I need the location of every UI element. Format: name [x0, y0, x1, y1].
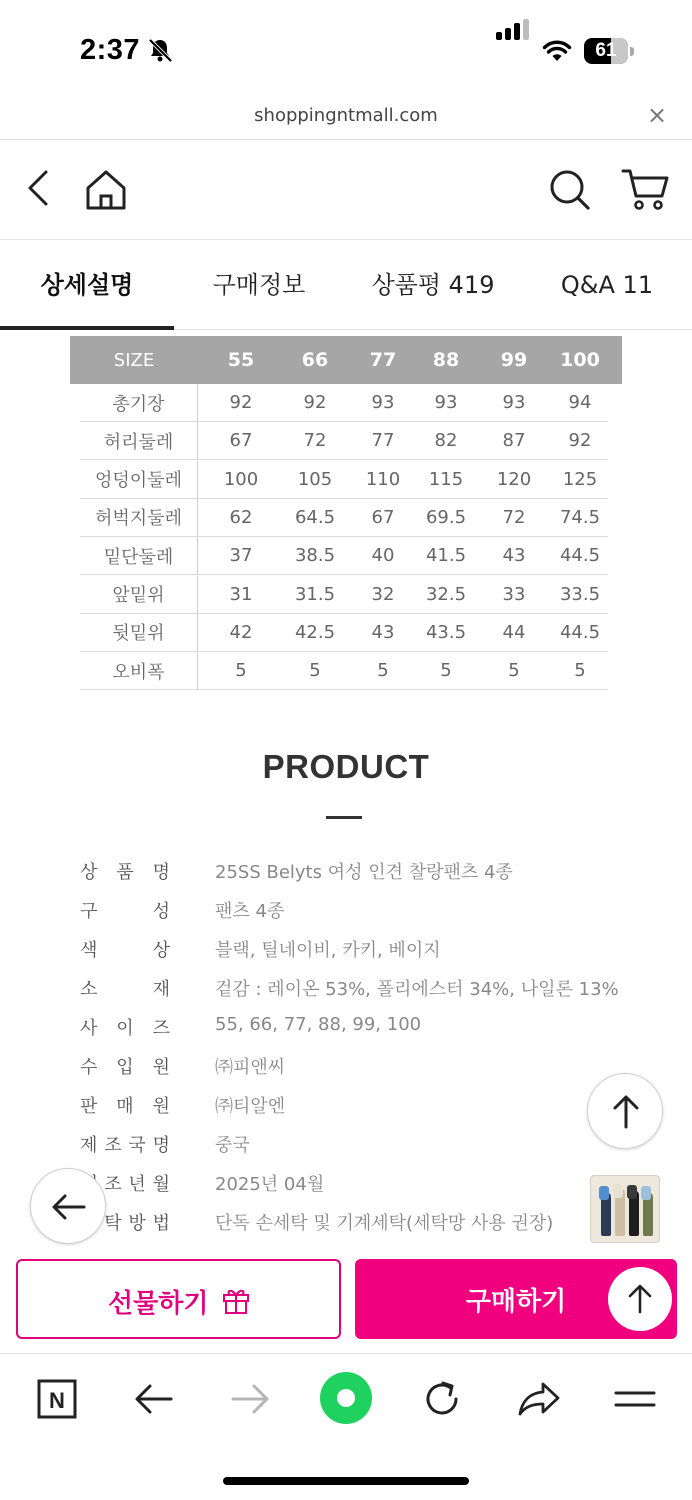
- size-value-cell: 42.5: [294, 621, 336, 643]
- spec-value: 블랙, 틸네이비, 카키, 베이지: [215, 940, 441, 961]
- size-value-cell: 100: [223, 468, 259, 490]
- refresh-icon[interactable]: [417, 1374, 467, 1424]
- size-table-row: [80, 652, 608, 690]
- size-value-cell: 64.5: [294, 506, 336, 528]
- size-value-cell: 5: [309, 660, 321, 682]
- product-spec-row: [80, 928, 640, 967]
- size-value-cell: 62: [229, 506, 253, 528]
- product-spec-row: [80, 850, 640, 889]
- site-header: [0, 140, 692, 240]
- size-row-label: 밑단둘레: [80, 537, 198, 574]
- close-icon[interactable]: ×: [646, 101, 668, 129]
- spec-value: 25SS Belyts 여성 인견 찰랑팬츠 4종: [215, 862, 513, 883]
- product-spec-row: [80, 1162, 640, 1201]
- green-dot-icon[interactable]: [318, 1370, 374, 1426]
- search-icon[interactable]: [548, 168, 592, 212]
- size-value-cell: 5: [377, 660, 389, 682]
- product-tabs: [0, 240, 692, 330]
- size-value-cell: 72: [303, 430, 327, 452]
- home-icon[interactable]: [84, 168, 128, 212]
- size-value-cell: 43.5: [425, 621, 467, 643]
- size-value-cell: 5: [440, 660, 452, 682]
- size-value-cell: 92: [229, 392, 253, 413]
- spec-key: 사 이 즈: [80, 1018, 170, 1039]
- spec-key: 탁 방 법: [104, 1213, 170, 1234]
- buy-button[interactable]: [355, 1259, 677, 1339]
- size-table-row: [80, 499, 608, 537]
- size-value-cell: 93: [502, 392, 526, 413]
- buy-button-label: 구매하기: [465, 1287, 567, 1317]
- tab-reviews[interactable]: 상품평 419: [371, 271, 495, 299]
- spec-key: 수 입 원: [80, 1057, 170, 1078]
- size-value-cell: 77: [371, 430, 395, 452]
- tab-detail[interactable]: 상세설명: [40, 271, 134, 299]
- share-icon[interactable]: [514, 1374, 564, 1424]
- menu-icon[interactable]: [610, 1374, 660, 1424]
- size-value-cell: 87: [502, 430, 526, 452]
- size-value-cell: 42: [229, 621, 253, 643]
- product-thumbnail[interactable]: [590, 1175, 660, 1243]
- spec-key: 색 상: [80, 940, 170, 961]
- spec-value: ㈜피앤씨: [215, 1057, 286, 1078]
- size-table-row: [80, 461, 608, 499]
- size-table-row: [80, 614, 608, 652]
- size-value-cell: 38.5: [294, 545, 336, 567]
- spec-value: 겉감 : 레이온 53%, 폴리에스터 34%, 나일론 13%: [215, 979, 619, 1000]
- status-bar: [0, 0, 692, 96]
- product-section-title: PRODUCT: [262, 748, 430, 785]
- spec-key: 소 재: [80, 979, 170, 1000]
- size-value-cell: 32: [371, 583, 395, 605]
- gift-button[interactable]: [16, 1259, 341, 1339]
- size-value-cell: 105: [297, 468, 333, 490]
- size-row-label: 앞밑위: [80, 576, 198, 613]
- size-value-cell: 32.5: [425, 583, 467, 605]
- size-row-label: 허벅지둘레: [80, 499, 198, 536]
- section-divider: [326, 816, 362, 819]
- size-row-label: 총기장: [80, 384, 198, 421]
- product-spec-row: [80, 1123, 640, 1162]
- spec-value: 단독 손세탁 및 기계세탁(세탁망 사용 권장): [215, 1213, 554, 1234]
- size-value-cell: 74.5: [559, 506, 601, 528]
- home-indicator: [223, 1477, 469, 1485]
- size-value-cell: 43: [371, 621, 395, 643]
- size-header-label: SIZE: [113, 349, 155, 371]
- url-text[interactable]: shoppingntmall.com: [254, 105, 438, 126]
- spec-key: 조 년 월: [104, 1174, 170, 1195]
- size-table-row: [80, 537, 608, 575]
- size-value-cell: 41.5: [425, 545, 467, 567]
- product-spec-row: [80, 967, 640, 1006]
- size-value-cell: 31.5: [294, 583, 336, 605]
- size-row-label: 엉덩이둘레: [80, 461, 198, 498]
- tab-purchase-info[interactable]: 구매정보: [212, 271, 306, 299]
- size-value-cell: 31: [229, 583, 253, 605]
- size-table-row: [80, 576, 608, 614]
- back-icon[interactable]: [24, 168, 54, 208]
- scroll-top-button[interactable]: [587, 1073, 663, 1149]
- size-value-cell: 125: [562, 468, 598, 490]
- size-value-cell: 82: [434, 430, 458, 452]
- svg-text:N: N: [49, 1388, 65, 1413]
- size-value-cell: 33.5: [559, 583, 601, 605]
- wifi-icon: [542, 39, 572, 63]
- size-value-cell: 110: [365, 468, 401, 490]
- size-value-cell: 72: [502, 506, 526, 528]
- spec-key: 상 품 명: [80, 862, 170, 883]
- floating-back-button[interactable]: [30, 1168, 106, 1244]
- size-value-cell: 5: [574, 660, 586, 682]
- spec-key: 제 조 국 명: [80, 1135, 170, 1156]
- product-spec-row: [80, 1084, 640, 1123]
- battery-icon: [584, 38, 634, 64]
- size-row-label: 뒷밑위: [80, 614, 198, 651]
- size-header-cell: 88: [432, 349, 460, 371]
- spec-value: 55, 66, 77, 88, 99, 100: [215, 1014, 422, 1035]
- size-value-cell: 44.5: [559, 621, 601, 643]
- size-row-label: 허리둘레: [80, 422, 198, 459]
- product-spec-row: [80, 889, 640, 928]
- size-value-cell: 115: [428, 468, 464, 490]
- size-value-cell: 40: [371, 545, 395, 567]
- size-value-cell: 92: [303, 392, 327, 413]
- size-table-row: [80, 422, 608, 460]
- size-value-cell: 67: [371, 506, 395, 528]
- bell-slash-icon: [146, 36, 174, 64]
- size-value-cell: 120: [496, 468, 532, 490]
- naver-n-icon[interactable]: [32, 1374, 82, 1424]
- product-spec-row: [80, 1006, 640, 1045]
- size-value-cell: 5: [235, 660, 247, 682]
- size-header-cell: 100: [560, 349, 600, 371]
- cart-icon[interactable]: [620, 166, 670, 212]
- size-value-cell: 93: [371, 392, 395, 413]
- spec-value: 팬츠 4종: [215, 901, 285, 922]
- spec-key: 판 매 원: [80, 1096, 170, 1117]
- spec-key: 구 성: [80, 901, 170, 922]
- gift-icon: [221, 1285, 251, 1315]
- spec-value: 2025년 04월: [215, 1174, 325, 1195]
- size-table-header: [70, 336, 622, 384]
- arrow-left-icon: [50, 1188, 88, 1226]
- size-value-cell: 93: [434, 392, 458, 413]
- battery-level: 61: [595, 40, 617, 61]
- browser-toolbar: [0, 1356, 692, 1446]
- forward-arrow-icon[interactable]: [225, 1374, 275, 1424]
- url-bar[interactable]: [0, 96, 692, 140]
- scroll-top-button-overlay[interactable]: [608, 1267, 672, 1331]
- arrow-up-icon: [624, 1283, 656, 1315]
- active-tab-indicator: [0, 326, 174, 330]
- size-value-cell: 37: [229, 545, 253, 567]
- size-value-cell: 67: [229, 430, 253, 452]
- size-header-cell: 66: [301, 349, 329, 371]
- gift-button-label: 선물하기: [108, 1289, 209, 1319]
- size-value-cell: 44: [502, 621, 526, 643]
- tab-qna[interactable]: Q&A 11: [560, 271, 654, 299]
- size-value-cell: 43: [502, 545, 526, 567]
- size-table-row: [80, 384, 608, 422]
- back-arrow-icon[interactable]: [129, 1374, 179, 1424]
- size-value-cell: 92: [568, 430, 592, 452]
- spec-value: ㈜티알엔: [215, 1096, 286, 1117]
- size-header-cell: 55: [227, 349, 255, 371]
- size-header-cell: 77: [369, 349, 397, 371]
- size-row-label: 오비폭: [80, 652, 198, 689]
- size-value-cell: 69.5: [425, 506, 467, 528]
- spec-value: 중국: [215, 1135, 250, 1156]
- status-time: 2:37: [80, 34, 141, 66]
- size-value-cell: 33: [502, 583, 526, 605]
- size-header-cell: 99: [500, 349, 528, 371]
- arrow-up-icon: [607, 1093, 645, 1131]
- product-spec-row: [80, 1201, 640, 1240]
- size-value-cell: 94: [568, 392, 592, 413]
- size-value-cell: 5: [508, 660, 520, 682]
- purchase-action-bar: [0, 1250, 692, 1354]
- size-value-cell: 44.5: [559, 545, 601, 567]
- product-spec-row: [80, 1045, 640, 1084]
